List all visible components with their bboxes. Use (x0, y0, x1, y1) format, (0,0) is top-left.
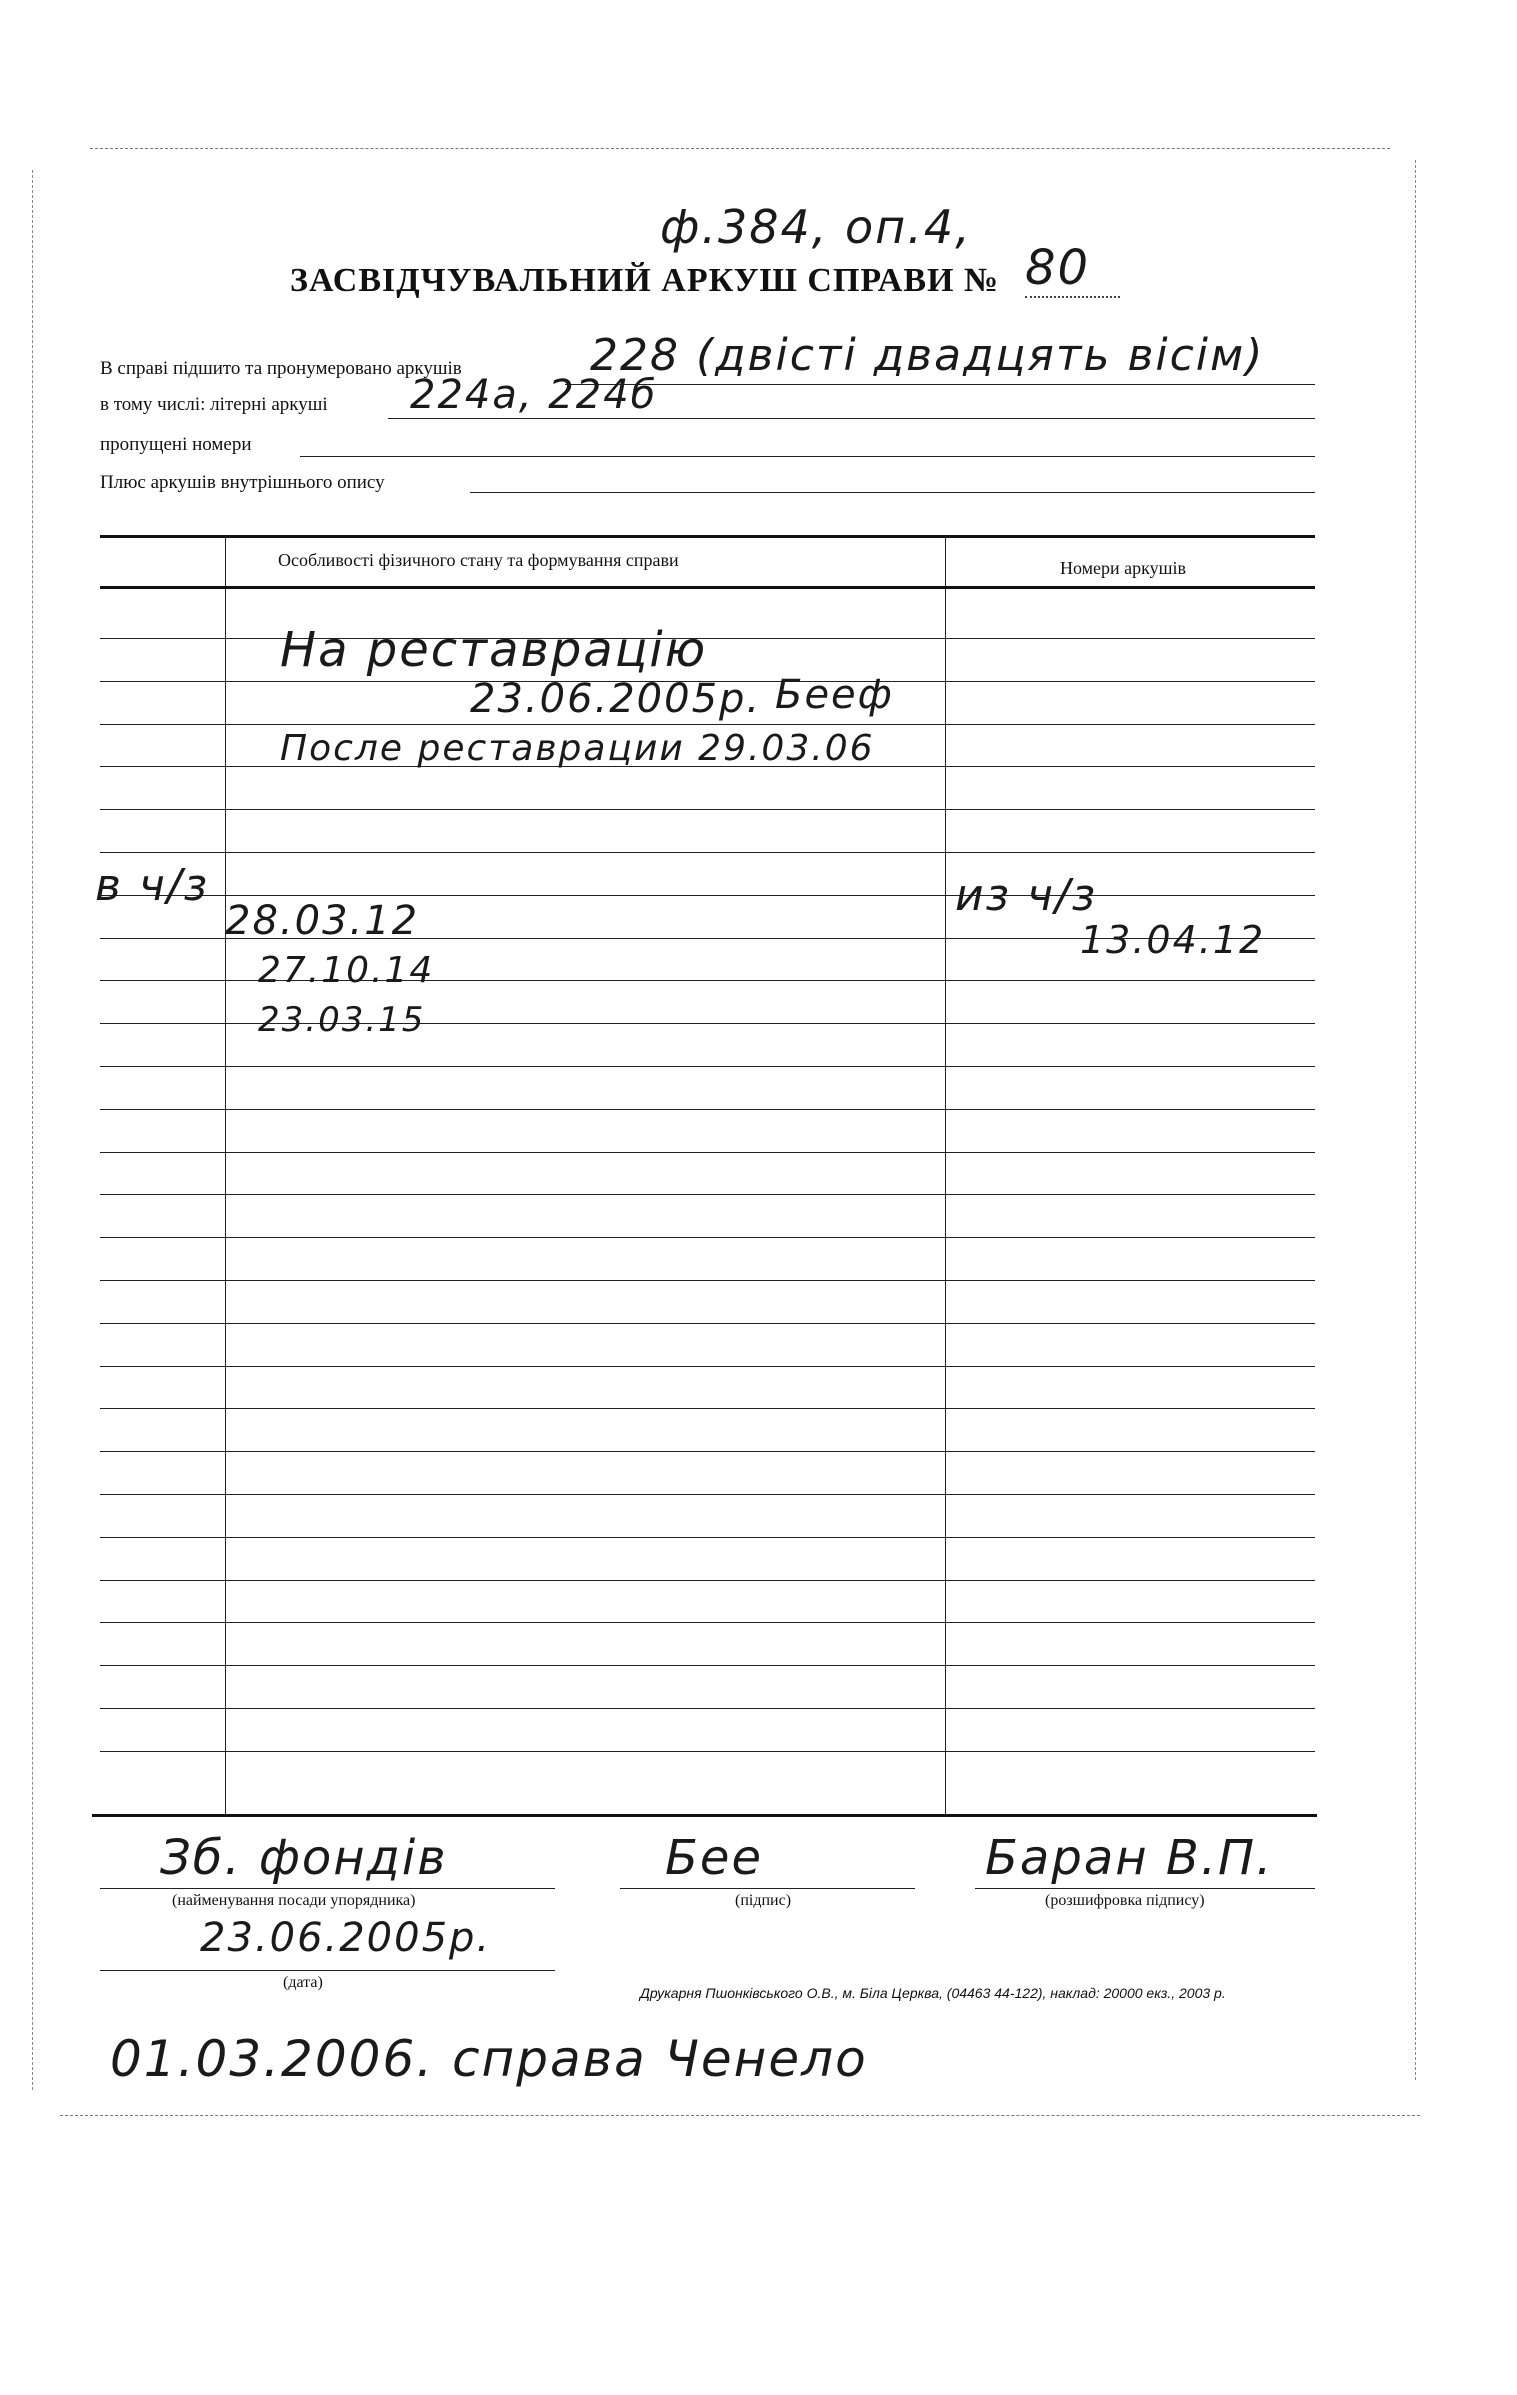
table-header-features: Особливості фізичного стану та формування справи (278, 550, 679, 570)
case-number-dots (1025, 296, 1120, 298)
archive-annotation: ф.384, оп.4, (660, 200, 972, 254)
date-underline (100, 1970, 555, 1971)
date-caption: (дата) (283, 1974, 323, 1991)
table-header-bottom (100, 586, 1315, 589)
sheets-label: В справі підшито та пронумеровано аркушів (100, 358, 462, 379)
printer-line: Друкарня Пшонківського О.В., м. Біла Церква, (04463 44-122), наклад: 20000 екз., 2003 р. (640, 1985, 1226, 2001)
table-row-line (100, 1280, 1315, 1281)
table-row-line (100, 1323, 1315, 1324)
table-row-line (100, 1494, 1315, 1495)
name-underline (975, 1888, 1315, 1889)
table-row-line (100, 895, 1315, 896)
inner-inventory-underline (470, 492, 1315, 493)
table-row-line (100, 1708, 1315, 1709)
scan-edge-top (90, 148, 1390, 149)
table-row-line (100, 1622, 1315, 1623)
entry-right-date: 13.04.12 (1080, 918, 1266, 962)
entry-restoration-date: 23.06.2005р. (470, 676, 762, 722)
table-row-line (100, 1451, 1315, 1452)
table-left-divider (225, 535, 226, 1815)
table-row-line (100, 1408, 1315, 1409)
table-row-line (100, 809, 1315, 810)
table-bottom-border (92, 1814, 1317, 1817)
letter-sheets-underline (388, 418, 1315, 419)
name-value: Баран В.П. (985, 1830, 1274, 1886)
entry-restoration: На реставрацію (280, 622, 708, 678)
table-row-line (100, 1751, 1315, 1752)
position-caption: (найменування посади упорядника) (172, 1892, 416, 1909)
table-row-line (100, 1194, 1315, 1195)
table-row-line (100, 724, 1315, 725)
bottom-note: 01.03.2006. справа Ченело (110, 2030, 868, 2088)
name-caption: (розшифровка підпису) (1045, 1892, 1205, 1909)
table-row-line (100, 1580, 1315, 1581)
letter-sheets-label: в тому числі: літерні аркуші (100, 394, 328, 415)
entry-date-3: 23.03.15 (258, 1000, 426, 1040)
table-row-line (100, 1066, 1315, 1067)
table-header-sheet-numbers: Номери аркушів (1060, 558, 1187, 578)
sheets-underline (565, 384, 1315, 385)
letter-sheets-value: 224а, 224б (410, 372, 658, 418)
scan-edge-bottom (60, 2115, 1420, 2116)
missing-numbers-underline (300, 456, 1315, 457)
entry-after-restoration: После реставрации 29.03.06 (280, 728, 875, 769)
entry-date-2: 27.10.14 (258, 950, 435, 991)
table-row-line (100, 1537, 1315, 1538)
entry-date-1: 28.03.12 (225, 898, 420, 944)
sheets-value: 228 (двісті двадцять вісім) (590, 330, 1265, 381)
scan-edge-left (32, 170, 33, 2090)
entry-restoration-signature: Бееф (775, 672, 894, 718)
table-row-line (100, 1366, 1315, 1367)
date-value: 23.06.2005р. (200, 1915, 492, 1961)
table-row-line (100, 1665, 1315, 1666)
table-row-line (100, 852, 1315, 853)
case-number: 80 (1025, 240, 1091, 296)
table-top-border (100, 535, 1315, 538)
missing-numbers-label: пропущені номери (100, 434, 252, 455)
position-underline (100, 1888, 555, 1889)
entry-left-note: в ч/з (95, 860, 210, 911)
signature-caption: (підпис) (735, 1892, 792, 1909)
table-row-line (100, 1237, 1315, 1238)
table-row-line (100, 1152, 1315, 1153)
table-right-divider (945, 535, 946, 1815)
signature-underline (620, 1888, 915, 1889)
inner-inventory-label: Плюс аркушів внутрішнього опису (100, 472, 385, 493)
entry-right-note: из ч/з (955, 870, 1098, 921)
position-value: Зб. фондів (160, 1830, 448, 1886)
page-title: ЗАСВІДЧУВАЛЬНИЙ АРКУШ СПРАВИ № (290, 262, 1000, 299)
signature-mark: Бее (665, 1830, 763, 1886)
table-row-line (100, 1109, 1315, 1110)
scan-edge-right (1415, 160, 1416, 2080)
